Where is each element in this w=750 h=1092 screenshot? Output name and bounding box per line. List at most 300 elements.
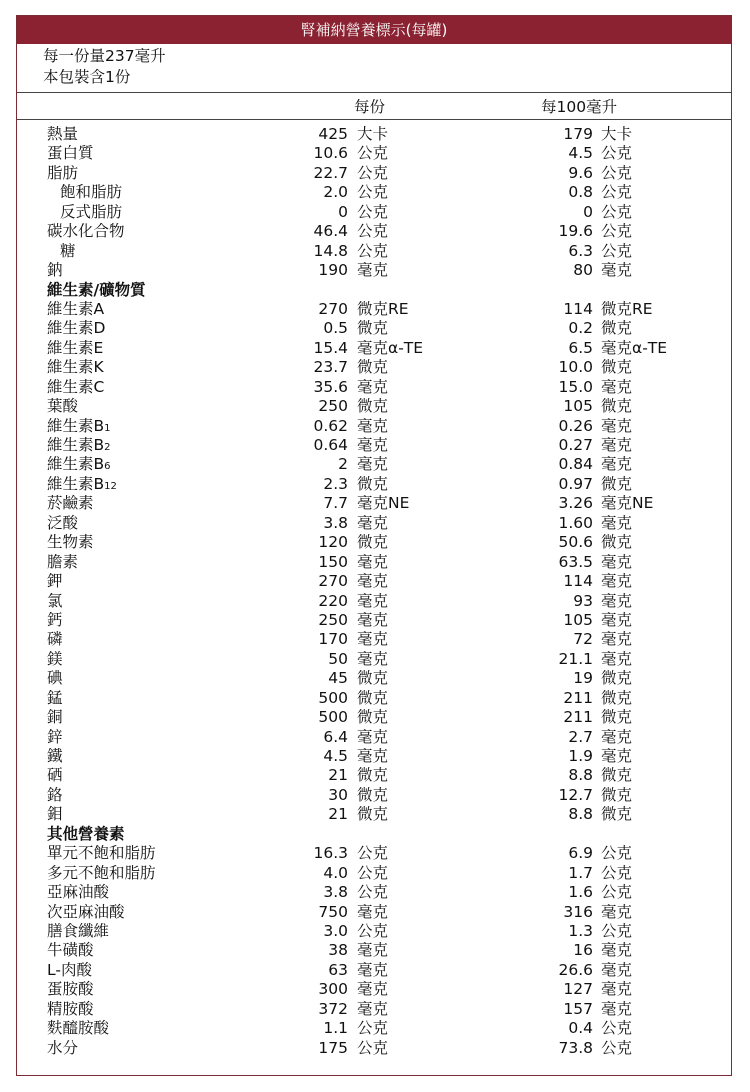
per-serving-unit: 微克 <box>357 533 389 552</box>
per-serving-unit: 公克 <box>357 183 389 202</box>
per-serving-unit: 公克 <box>357 241 389 260</box>
nutrient-name-text: 鉬 <box>47 805 63 824</box>
per-serving-value: 150 <box>318 552 348 571</box>
per-100ml-unit: 微克 <box>601 805 633 824</box>
nutrient-name <box>47 144 94 163</box>
section-heading <box>47 281 146 300</box>
per-100ml-value: 6.3 <box>568 241 593 260</box>
per-serving-unit: 毫克α-TE <box>357 338 424 357</box>
per-100ml-value: 10.0 <box>558 358 593 377</box>
per-100ml-unit: 毫克 <box>601 980 633 999</box>
per-100ml-value: 1.3 <box>568 921 593 940</box>
nutrient-row <box>17 358 731 377</box>
nutrient-name <box>47 494 94 513</box>
per-100ml-value: 127 <box>563 980 593 999</box>
per-100ml-unit: 公克 <box>601 863 633 882</box>
nutrient-name <box>47 592 63 611</box>
nutrient-name-text: 鈉 <box>47 261 63 280</box>
per-serving-value: 38 <box>328 941 348 960</box>
nutrient-name <box>47 164 78 183</box>
per-serving-unit: 公克 <box>357 844 389 863</box>
per-serving-value: 220 <box>318 591 348 610</box>
per-100ml-value: 114 <box>563 299 593 318</box>
nutrient-row <box>17 611 731 630</box>
per-serving-value: 3.0 <box>323 921 348 940</box>
nutrient-name <box>47 261 63 280</box>
per-serving-unit: 微克 <box>357 766 389 785</box>
per-serving-value: 170 <box>318 630 348 649</box>
nutrient-row <box>17 883 731 902</box>
per-100ml-value: 8.8 <box>568 766 593 785</box>
per-100ml-unit: 公克 <box>601 144 633 163</box>
nutrient-name-text: 維生素A <box>47 299 105 318</box>
nutrient-name-text: 蛋胺酸 <box>47 980 94 999</box>
per-100ml-unit: 微克 <box>601 708 633 727</box>
nutrient-name-text: 碳水化合物 <box>47 222 125 241</box>
nutrient-name-text: 鎂 <box>47 649 63 668</box>
nutrient-name <box>47 864 156 883</box>
per-100ml-unit: 公克 <box>601 222 633 241</box>
nutrient-name-text: 維生素E <box>47 338 104 357</box>
nutrient-row <box>17 514 731 533</box>
nutrient-name-text: 泛酸 <box>47 513 79 532</box>
nutrient-name-text: 飽和脂肪 <box>60 183 123 202</box>
nutrient-name-text: 其他營養素 <box>47 824 125 843</box>
nutrient-table <box>17 125 731 1058</box>
nutrient-row <box>17 436 731 455</box>
nutrient-name <box>47 455 111 476</box>
per-serving-unit: 公克 <box>357 921 389 940</box>
nutrient-row <box>17 572 731 591</box>
nutrient-name-text: 次亞麻油酸 <box>47 902 125 921</box>
per-serving-unit: 微克 <box>357 688 389 707</box>
nutrient-row <box>17 222 731 241</box>
per-100ml-value: 19.6 <box>558 222 593 241</box>
per-100ml-unit: 公克 <box>601 241 633 260</box>
nutrient-row <box>17 708 731 727</box>
nutrient-row <box>17 533 731 552</box>
per-serving-unit: 公克 <box>357 202 389 221</box>
nutrient-row <box>17 378 731 397</box>
nutrient-row <box>17 903 731 922</box>
nutrient-name <box>47 300 104 319</box>
nutrient-name-text: 碘 <box>47 669 63 688</box>
nutrient-name <box>47 611 63 630</box>
nutrient-row <box>17 1000 731 1019</box>
per-100ml-value: 73.8 <box>558 1038 593 1057</box>
per-100ml-unit: 毫克 <box>601 610 633 629</box>
per-serving-unit: 毫克 <box>357 960 389 979</box>
nutrient-row <box>17 805 731 824</box>
per-100ml-unit: 毫克 <box>601 591 633 610</box>
nutrient-row <box>17 203 731 222</box>
nutrient-row <box>17 300 731 319</box>
per-100ml-value: 105 <box>563 610 593 629</box>
per-serving-value: 0 <box>338 202 348 221</box>
per-100ml-unit: 公克 <box>601 202 633 221</box>
nutrient-name-text: 氯 <box>47 591 63 610</box>
per-serving-value: 425 <box>318 125 348 143</box>
per-serving-value: 0.5 <box>323 319 348 338</box>
column-header-per-100ml: 每100毫升 <box>541 98 618 116</box>
nutrient-row <box>17 494 731 513</box>
nutrient-name <box>47 319 105 338</box>
per-serving-unit: 公克 <box>357 1038 389 1057</box>
nutrient-name <box>47 786 63 805</box>
per-serving-value: 500 <box>318 688 348 707</box>
per-100ml-unit: 公克 <box>601 1019 633 1038</box>
serving-size: 每一份量237毫升 <box>43 47 166 65</box>
per-100ml-unit: 毫克 <box>601 377 633 396</box>
per-100ml-value: 1.60 <box>558 513 593 532</box>
per-serving-unit: 毫克 <box>357 513 389 532</box>
nutrient-name-text: 維生素B <box>47 436 105 454</box>
per-100ml-value: 0.2 <box>568 319 593 338</box>
nutrient-name-text: 牛磺酸 <box>47 941 94 960</box>
per-serving-unit: 微克 <box>357 708 389 727</box>
per-100ml-value: 50.6 <box>558 533 593 552</box>
nutrient-name-text: 鈣 <box>47 610 63 629</box>
per-serving-unit: 微克 <box>357 474 389 493</box>
nutrient-name-text: 維生素B <box>47 474 105 493</box>
per-serving-value: 270 <box>318 572 348 591</box>
per-serving-value: 1.1 <box>323 1019 348 1038</box>
nutrient-name <box>47 922 109 941</box>
per-serving-unit: 毫克 <box>357 591 389 610</box>
nutrient-name <box>47 669 63 688</box>
per-100ml-unit: 微克 <box>601 785 633 804</box>
per-serving-unit: 毫克 <box>357 980 389 999</box>
nutrient-name <box>47 436 111 457</box>
nutrient-name <box>47 572 63 591</box>
per-serving-unit: 毫克 <box>357 377 389 396</box>
per-100ml-unit: 毫克 <box>601 902 633 921</box>
per-serving-unit: 公克 <box>357 1019 389 1038</box>
subscript: 2 <box>104 442 111 453</box>
per-100ml-value: 26.6 <box>558 960 593 979</box>
nutrient-name-text: 維生素K <box>47 358 104 377</box>
per-serving-value: 750 <box>318 902 348 921</box>
per-100ml-unit: 毫克 <box>601 747 633 765</box>
nutrient-name <box>47 728 63 747</box>
per-serving-value: 2 <box>338 455 348 474</box>
per-100ml-value: 15.0 <box>558 377 593 396</box>
nutrient-row <box>17 669 731 688</box>
per-serving-value: 63 <box>328 960 348 979</box>
nutrient-row <box>17 164 731 183</box>
nutrient-row <box>17 592 731 611</box>
per-serving-value: 250 <box>318 610 348 629</box>
per-100ml-value: 0.4 <box>568 1019 593 1038</box>
nutrient-name-text: 麩醯胺酸 <box>47 1019 110 1038</box>
per-100ml-value: 72 <box>573 630 593 649</box>
nutrient-row <box>17 864 731 883</box>
nutrient-name-text: 脂肪 <box>47 163 79 182</box>
per-100ml-unit: 毫克 <box>601 727 633 746</box>
nutrient-name <box>47 397 78 416</box>
nutrient-name <box>47 766 63 785</box>
per-serving-unit: 毫克 <box>357 455 389 474</box>
per-100ml-unit: 微克 <box>601 358 633 377</box>
per-serving-value: 7.7 <box>323 494 348 513</box>
per-serving-unit: 毫克 <box>357 649 389 668</box>
per-100ml-value: 2.7 <box>568 727 593 746</box>
nutrient-name <box>47 1000 94 1019</box>
nutrient-name <box>47 1039 78 1058</box>
per-100ml-value: 105 <box>563 397 593 416</box>
nutrient-name-text: 亞麻油酸 <box>47 883 110 902</box>
per-serving-value: 300 <box>318 980 348 999</box>
per-100ml-unit: 公克 <box>601 163 633 182</box>
per-serving-value: 14.8 <box>313 241 348 260</box>
per-100ml-value: 8.8 <box>568 805 593 824</box>
nutrient-name <box>47 378 104 397</box>
per-serving-value: 45 <box>328 669 348 688</box>
nutrient-name <box>47 747 63 766</box>
nutrient-name <box>47 941 94 960</box>
per-serving-unit: 公克 <box>357 863 389 882</box>
per-serving-value: 35.6 <box>313 377 348 396</box>
nutrient-row <box>17 786 731 805</box>
nutrient-name-text: 反式脂肪 <box>60 202 123 221</box>
per-100ml-value: 93 <box>573 591 593 610</box>
nutrient-name <box>47 1019 109 1038</box>
nutrient-row <box>17 766 731 785</box>
per-100ml-value: 1.7 <box>568 863 593 882</box>
per-serving-unit: 毫克 <box>357 902 389 921</box>
nutrient-name <box>47 689 63 708</box>
per-100ml-value: 19 <box>573 669 593 688</box>
subscript: 6 <box>104 461 111 473</box>
per-100ml-value: 1.6 <box>568 883 593 902</box>
nutrient-name <box>60 242 76 261</box>
nutrient-name-text: 維生素D <box>47 319 106 338</box>
per-100ml-value: 63.5 <box>558 552 593 571</box>
per-100ml-unit: 毫克 <box>601 436 633 454</box>
per-serving-value: 372 <box>318 999 348 1018</box>
per-serving-unit: 公克 <box>357 883 389 902</box>
nutrient-row <box>17 630 731 649</box>
per-100ml-value: 179 <box>563 125 593 143</box>
per-100ml-value: 21.1 <box>558 649 593 668</box>
subscript: 1 <box>104 422 111 434</box>
per-serving-unit: 毫克 <box>357 941 389 960</box>
nutrient-name-text: 糖 <box>60 241 76 260</box>
per-serving-unit: 微克 <box>357 785 389 804</box>
nutrient-name-text: 菸鹼素 <box>47 494 94 513</box>
per-100ml-unit: 毫克 <box>601 513 633 532</box>
nutrient-name-text: 單元不飽和脂肪 <box>47 844 156 863</box>
nutrient-name-text: 銅 <box>47 708 63 727</box>
divider <box>17 92 731 93</box>
per-serving-value: 23.7 <box>313 358 348 377</box>
per-100ml-value: 0.84 <box>558 455 593 474</box>
nutrient-row <box>17 747 731 766</box>
nutrient-name <box>47 533 94 552</box>
per-100ml-unit: 毫克 <box>601 416 633 435</box>
section-heading-row <box>17 825 731 844</box>
nutrition-label <box>16 15 732 1076</box>
nutrient-name-text: 硒 <box>47 766 63 785</box>
per-100ml-unit: 毫克 <box>601 960 633 979</box>
per-serving-value: 21 <box>328 805 348 824</box>
nutrient-name <box>47 514 78 533</box>
nutrient-row <box>17 417 731 436</box>
per-serving-unit: 毫克 <box>357 552 389 571</box>
per-serving-value: 22.7 <box>313 163 348 182</box>
per-serving-unit: 微克 <box>357 358 389 377</box>
serving-count: 本包裝含1份 <box>43 68 131 86</box>
per-100ml-value: 6.5 <box>568 338 593 357</box>
nutrient-name-text: 維生素C <box>47 377 105 396</box>
nutrient-name <box>47 650 63 669</box>
nutrient-name <box>47 903 125 922</box>
serving-info <box>43 46 166 88</box>
per-serving-unit: 毫克 <box>357 416 389 435</box>
per-serving-value: 250 <box>318 397 348 416</box>
nutrient-name-text: 精胺酸 <box>47 999 94 1018</box>
per-100ml-unit: 微克 <box>601 474 633 493</box>
nutrient-name <box>47 475 117 496</box>
per-serving-value: 4.0 <box>323 863 348 882</box>
per-serving-unit: 毫克 <box>357 261 389 280</box>
nutrient-row <box>17 844 731 863</box>
nutrient-name-text: 生物素 <box>47 533 94 552</box>
per-100ml-unit: 毫克 <box>601 455 633 474</box>
nutrient-name-text: 蛋白質 <box>47 144 94 163</box>
per-100ml-unit: 微克 <box>601 669 633 688</box>
label-title: 腎補納營養標示(每罐) <box>17 16 731 44</box>
per-serving-value: 15.4 <box>313 338 348 357</box>
nutrient-name-text: L-肉酸 <box>47 960 92 979</box>
per-serving-value: 0.64 <box>313 436 348 454</box>
nutrient-name <box>47 844 156 863</box>
nutrient-row <box>17 1039 731 1058</box>
nutrient-row <box>17 242 731 261</box>
per-100ml-unit: 毫克 <box>601 552 633 571</box>
nutrient-name <box>60 183 122 202</box>
per-100ml-unit: 微克 <box>601 397 633 416</box>
nutrient-row <box>17 553 731 572</box>
nutrient-name <box>60 203 122 222</box>
nutrient-row <box>17 728 731 747</box>
nutrient-row <box>17 261 731 280</box>
nutrient-name <box>47 883 109 902</box>
nutrient-row <box>17 689 731 708</box>
per-serving-unit: 毫克 <box>357 630 389 649</box>
per-serving-unit: 毫克NE <box>357 494 410 513</box>
nutrient-row <box>17 339 731 358</box>
per-100ml-value: 16 <box>573 941 593 960</box>
nutrient-name-text: 水分 <box>47 1038 79 1057</box>
nutrient-name <box>47 553 78 572</box>
nutrient-name-text: 膳食纖維 <box>47 921 110 940</box>
per-serving-unit: 微克RE <box>357 299 409 318</box>
per-serving-unit: 毫克 <box>357 572 389 591</box>
per-serving-unit: 公克 <box>357 163 389 182</box>
nutrient-name-text: 葉酸 <box>47 397 79 416</box>
per-100ml-value: 0.27 <box>558 436 593 454</box>
per-100ml-value: 0 <box>583 202 593 221</box>
nutrient-row <box>17 961 731 980</box>
per-100ml-value: 3.26 <box>558 494 593 513</box>
nutrient-name <box>47 961 92 980</box>
per-100ml-unit: 公克 <box>601 921 633 940</box>
per-serving-unit: 公克 <box>357 222 389 241</box>
per-serving-value: 120 <box>318 533 348 552</box>
per-serving-unit: 毫克 <box>357 727 389 746</box>
nutrient-row <box>17 650 731 669</box>
per-serving-unit: 公克 <box>357 144 389 163</box>
nutrient-name-text: 鐵 <box>47 747 63 765</box>
nutrient-name-text: 維生素B <box>47 455 105 474</box>
nutrient-name-text: 熱量 <box>47 125 79 143</box>
per-100ml-value: 80 <box>573 261 593 280</box>
per-100ml-value: 0.97 <box>558 474 593 493</box>
per-100ml-unit: 毫克 <box>601 941 633 960</box>
nutrient-row <box>17 1019 731 1038</box>
nutrient-name-text: 磷 <box>47 630 63 649</box>
nutrient-name <box>47 805 63 824</box>
nutrient-name <box>47 222 125 241</box>
per-serving-unit: 微克 <box>357 319 389 338</box>
per-serving-value: 50 <box>328 649 348 668</box>
per-100ml-unit: 毫克 <box>601 630 633 649</box>
per-100ml-unit: 毫克 <box>601 572 633 591</box>
per-serving-value: 6.4 <box>323 727 348 746</box>
per-100ml-value: 211 <box>563 688 593 707</box>
per-100ml-unit: 微克 <box>601 319 633 338</box>
nutrient-name <box>47 980 94 999</box>
per-serving-value: 2.0 <box>323 183 348 202</box>
per-100ml-unit: 公克 <box>601 883 633 902</box>
nutrient-row <box>17 980 731 999</box>
per-100ml-unit: 毫克NE <box>601 494 654 513</box>
per-serving-unit: 微克 <box>357 669 389 688</box>
subscript: 12 <box>104 480 117 492</box>
nutrient-name <box>47 339 103 358</box>
per-100ml-unit: 毫克α-TE <box>601 338 668 357</box>
nutrient-row <box>17 397 731 416</box>
nutrient-row <box>17 319 731 338</box>
per-serving-unit: 微克 <box>357 805 389 824</box>
per-serving-value: 30 <box>328 785 348 804</box>
per-100ml-value: 0.8 <box>568 183 593 202</box>
nutrient-name-text: 維生素B <box>47 416 105 435</box>
per-100ml-unit: 毫克 <box>601 261 633 280</box>
per-serving-value: 16.3 <box>313 844 348 863</box>
per-serving-unit: 毫克 <box>357 436 389 454</box>
per-100ml-value: 0.26 <box>558 416 593 435</box>
per-serving-unit: 毫克 <box>357 999 389 1018</box>
nutrient-name <box>47 417 111 438</box>
nutrient-row <box>17 125 731 144</box>
nutrient-row <box>17 475 731 494</box>
per-100ml-unit: 公克 <box>601 844 633 863</box>
per-serving-value: 2.3 <box>323 474 348 493</box>
nutrient-name-text: 鋅 <box>47 727 63 746</box>
per-serving-value: 175 <box>318 1038 348 1057</box>
section-heading <box>47 825 125 844</box>
per-serving-unit: 微克 <box>357 397 389 416</box>
per-100ml-value: 316 <box>563 902 593 921</box>
per-100ml-unit: 毫克 <box>601 999 633 1018</box>
per-serving-value: 46.4 <box>313 222 348 241</box>
per-serving-value: 21 <box>328 766 348 785</box>
per-serving-value: 0.62 <box>313 416 348 435</box>
per-serving-value: 190 <box>318 261 348 280</box>
per-serving-value: 500 <box>318 708 348 727</box>
